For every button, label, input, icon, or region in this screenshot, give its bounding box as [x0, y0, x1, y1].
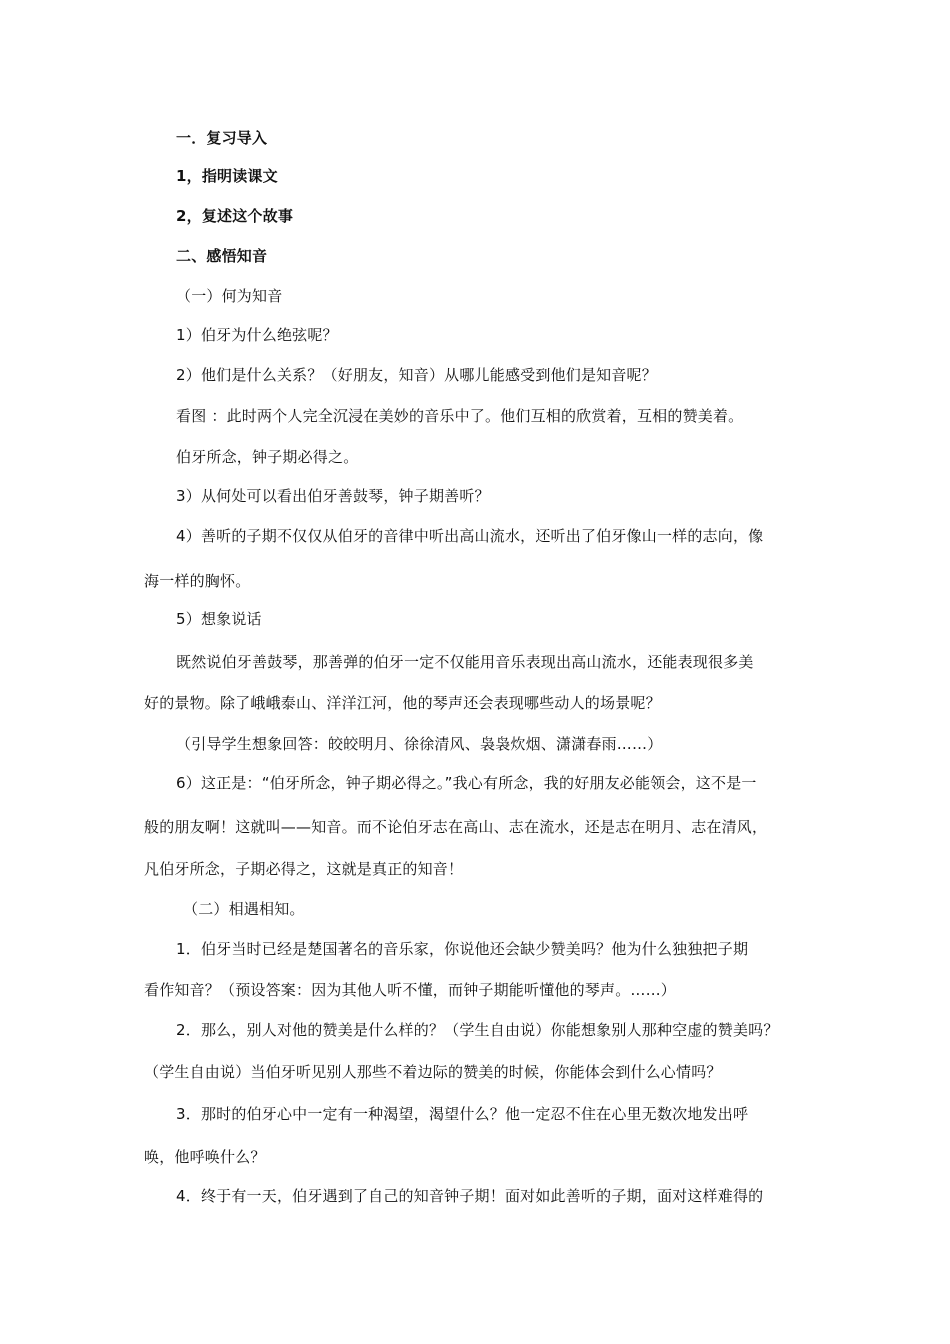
paragraph-line: 5）想象说话: [176, 610, 262, 628]
paragraph-line: 6）这正是：“伯牙所念，钟子期必得之。”我心有所念，我的好朋友必能领会，这不是一: [176, 774, 757, 792]
paragraph-line: 2．那么，别人对他的赞美是什么样的？（学生自由说）你能想象别人那种空虚的赞美吗？: [176, 1021, 779, 1039]
paragraph-line: 看作知音？（预设答案：因为其他人听不懂，而钟子期能听懂他的琴声。……）: [144, 981, 677, 999]
paragraph-line: 唤，他呼唤什么？: [144, 1148, 266, 1166]
paragraph-line: 海一样的胸怀。: [144, 572, 251, 590]
heading-feel-zhiyin: 二、感悟知音: [176, 247, 268, 265]
paragraph-line: （引导学生想象回答：皎皎明月、徐徐清风、袅袅炊烟、潇潇春雨……）: [176, 735, 663, 753]
step-read-text: 1，指明读课文: [176, 167, 278, 185]
paragraph-line: 般的朋友啊！这就叫——知音。而不论伯牙志在高山、志在流水，还是志在明月、志在清风，: [144, 818, 768, 836]
subheading-meet-and-know: （二）相遇相知。: [183, 900, 305, 918]
subheading-what-is-zhiyin: （一）何为知音: [176, 287, 283, 305]
paragraph-line: 4．终于有一天，伯牙遇到了自己的知音钟子期！面对如此善听的子期，面对这样难得的: [176, 1187, 764, 1205]
paragraph-line: （学生自由说）当伯牙听见别人那些不着边际的赞美的时候，你能体会到什么心情吗？: [144, 1063, 722, 1081]
paragraph-line: 4）善听的子期不仅仅从伯牙的音律中听出高山流水，还听出了伯牙像山一样的志向，像: [176, 527, 764, 545]
paragraph-line: 凡伯牙所念，子期必得之，这就是真正的知音！: [144, 860, 464, 878]
paragraph-line: 1）伯牙为什么绝弦呢？: [176, 326, 338, 344]
paragraph-line: 看图 ：此时两个人完全沉浸在美妙的音乐中了。他们互相的欣赏着，互相的赞美着。: [176, 407, 744, 425]
paragraph-line: 好的景物。除了峨峨泰山、洋洋江河，他的琴声还会表现哪些动人的场景呢？: [144, 694, 661, 712]
paragraph-line: 伯牙所念，钟子期必得之。: [176, 448, 359, 466]
step-retell-story: 2，复述这个故事: [176, 207, 294, 225]
heading-review: 一．复习导入: [176, 129, 268, 147]
paragraph-line: 3）从何处可以看出伯牙善鼓琴，钟子期善听？: [176, 487, 490, 505]
paragraph-line: 2）他们是什么关系？（好朋友，知音）从哪儿能感受到他们是知音呢？: [176, 366, 657, 384]
paragraph-line: 3．那时的伯牙心中一定有一种渴望，渴望什么？他一定忍不住在心里无数次地发出呼: [176, 1105, 749, 1123]
paragraph-line: 既然说伯牙善鼓琴，那善弹的伯牙一定不仅能用音乐表现出高山流水，还能表现很多美: [176, 653, 754, 671]
paragraph-line: 1．伯牙当时已经是楚国著名的音乐家，你说他还会缺少赞美吗？他为什么独独把子期: [176, 940, 749, 958]
